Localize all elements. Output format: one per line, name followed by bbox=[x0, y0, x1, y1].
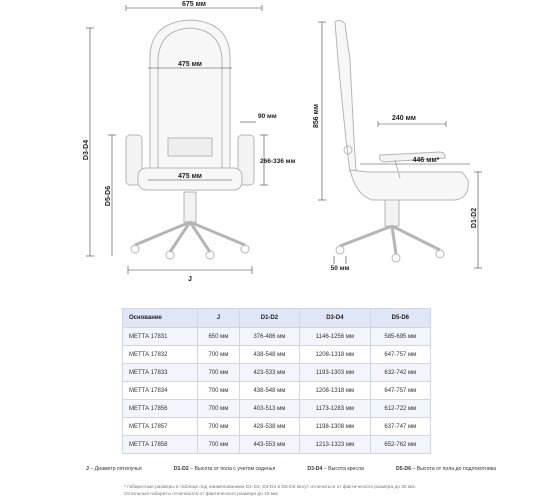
cell-d5d6: 585-695 мм bbox=[370, 328, 430, 346]
dim-label-d5d6: D5-D6 bbox=[105, 185, 112, 207]
cell-d1d2: 423-533 мм bbox=[239, 364, 299, 382]
side-backrest-outline bbox=[335, 20, 356, 172]
legend-text-j: – Диаметр пятилучья bbox=[88, 466, 142, 472]
cell-model: МЕТТА 17858 bbox=[123, 436, 198, 454]
front-gas-lift bbox=[184, 192, 196, 222]
cell-j: 700 мм bbox=[198, 346, 240, 364]
cell-d5d6: 637-747 мм bbox=[370, 418, 430, 436]
legend-item-d5d6 bbox=[396, 466, 496, 472]
chair-side-view bbox=[335, 20, 468, 262]
table-row bbox=[123, 382, 431, 400]
legend-item-j bbox=[86, 466, 142, 472]
legend-text-d3d4: – Высота кресла bbox=[322, 466, 364, 472]
cell-j: 700 мм bbox=[198, 400, 240, 418]
cell-d1d2: 376-486 мм bbox=[239, 328, 299, 346]
col-header-d1d2: D1-D2 bbox=[239, 309, 299, 328]
col-header-base: Основание bbox=[123, 309, 198, 328]
dim-label-d1d2: D1-D2 bbox=[471, 207, 478, 229]
col-header-d5d6: D5-D6 bbox=[370, 309, 430, 328]
legend-text-d5d6: – Высота от пола до подлокотника bbox=[411, 466, 496, 472]
cell-d1d2: 438-548 мм bbox=[239, 346, 299, 364]
cell-d1d2: 403-513 мм bbox=[239, 400, 299, 418]
table-row bbox=[123, 346, 431, 364]
footnote-line-1: * Габаритные размеры в таблице под наименованием D1-D2, D3-D4 и D5-D6 могут отличаться от фактического размера до 30 мм. bbox=[124, 485, 416, 490]
cell-d1d2: 443-553 мм bbox=[239, 436, 299, 454]
cell-d5d6: 647-757 мм bbox=[370, 346, 430, 364]
footnote-line-2: Остальные габариты отличаются от фактического размера до 15 мм. bbox=[124, 492, 279, 497]
cell-d3d4: 1198-1308 мм bbox=[300, 418, 371, 436]
dim-side-height: 856 мм bbox=[313, 104, 320, 128]
cell-d5d6: 652-762 мм bbox=[370, 436, 430, 454]
cell-d5d6: 647-757 мм bbox=[370, 382, 430, 400]
cell-j: 700 мм bbox=[198, 418, 240, 436]
dim-armrest-height: 266-336 мм bbox=[260, 158, 296, 165]
dim-width-top: 675 мм bbox=[182, 1, 206, 8]
cell-j: 700 мм bbox=[198, 364, 240, 382]
legend-text-d1d2: – Высота от пола с учетом сиденья bbox=[188, 466, 276, 472]
col-header-d3d4: D3-D4 bbox=[300, 309, 371, 328]
table-row bbox=[123, 400, 431, 418]
dim-armrest-width: 90 мм bbox=[258, 113, 277, 120]
cell-model: МЕТТА 17834 bbox=[123, 382, 198, 400]
legend-item-d1d2 bbox=[174, 466, 276, 472]
footnotes bbox=[124, 484, 484, 498]
cell-d3d4: 1146-1256 мм bbox=[300, 328, 371, 346]
dim-back-width-upper: 475 мм bbox=[178, 61, 202, 68]
models-spec-table bbox=[122, 308, 431, 454]
table-row bbox=[123, 364, 431, 382]
cell-d1d2: 438-548 мм bbox=[239, 382, 299, 400]
table-row bbox=[123, 436, 431, 454]
dim-seat-depth: 446 мм* bbox=[412, 157, 440, 164]
legend-key-j: J bbox=[86, 466, 89, 472]
cell-d3d4: 1208-1318 мм bbox=[300, 346, 371, 364]
dim-back-width-lower: 475 мм bbox=[178, 173, 202, 180]
dim-label-d3d4: D3-D4 bbox=[83, 139, 90, 161]
cell-j: 700 мм bbox=[198, 382, 240, 400]
dim-label-j: J bbox=[188, 276, 192, 283]
dim-armrest-depth: 240 мм bbox=[392, 115, 416, 122]
cell-model: МЕТТА 17833 bbox=[123, 364, 198, 382]
legend-key-d3d4: D3-D4 bbox=[307, 466, 323, 472]
side-seat-outline bbox=[350, 170, 468, 200]
cell-d1d2: 428-538 мм bbox=[239, 418, 299, 436]
side-gas-lift bbox=[385, 200, 399, 226]
cell-d3d4: 1173-1283 мм bbox=[300, 400, 371, 418]
col-header-j: J bbox=[198, 309, 240, 328]
table-header-row bbox=[123, 309, 431, 328]
cell-model: МЕТТА 17832 bbox=[123, 346, 198, 364]
table-row bbox=[123, 418, 431, 436]
cell-j: 650 мм bbox=[198, 328, 240, 346]
cell-model: МЕТТА 17856 bbox=[123, 400, 198, 418]
cell-model: МЕТТА 17831 bbox=[123, 328, 198, 346]
cell-d3d4: 1213-1323 мм bbox=[300, 436, 371, 454]
cell-j: 700 мм bbox=[198, 436, 240, 454]
cell-d5d6: 612-722 мм bbox=[370, 400, 430, 418]
cell-model: МЕТТА 17857 bbox=[123, 418, 198, 436]
dim-caster: 50 мм bbox=[330, 265, 350, 272]
table-row bbox=[123, 328, 431, 346]
legend-item-d3d4 bbox=[307, 466, 364, 472]
cell-d5d6: 632-742 мм bbox=[370, 364, 430, 382]
cell-d3d4: 1193-1303 мм bbox=[300, 364, 371, 382]
legend-key-d1d2: D1-D2 bbox=[173, 466, 189, 472]
cell-d3d4: 1208-1318 мм bbox=[300, 382, 371, 400]
chair-front-view bbox=[126, 20, 254, 259]
legend-key-d5d6: D5-D6 bbox=[396, 466, 412, 472]
legend bbox=[86, 466, 496, 472]
front-lumbar-outline bbox=[168, 138, 212, 156]
